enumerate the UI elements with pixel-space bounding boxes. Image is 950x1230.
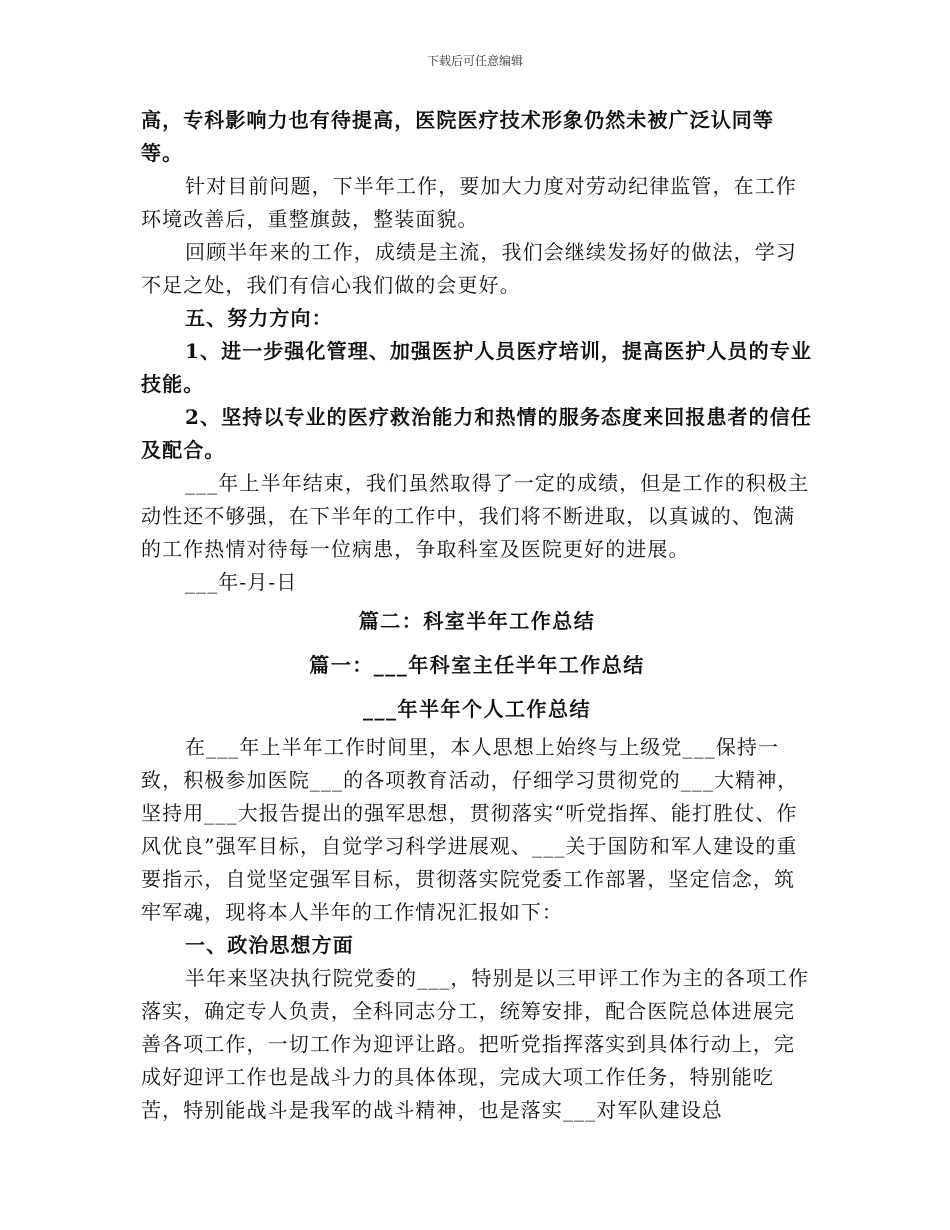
paragraph-continued-bold: 高，专科影响力也有待提高，医院医疗技术形象仍然未被广泛认同等等。: [141, 108, 774, 165]
document-body: [141, 104, 813, 1127]
heading-political-thought: 一、政治思想方面: [185, 933, 354, 957]
paragraph-political-work: 半年来坚决执行院党委的___，特别是以三甲评工作为主的各项工作落实，确定专人负责，全科同志分工，统筹安排，配合医院总体进展完善各项工作，一切工作为迎评让路。把听党指挥落实到具体行动上，完成好迎评工作也是战斗力的具体体现，完成大项工作任务，特别能吃苦，特别能战斗是我军的战斗精神，也是落实___对军队建设总: [141, 966, 810, 1122]
date-line: ___年-月-日: [185, 570, 298, 594]
title-part-one: 篇一：___年科室主任半年工作总结: [309, 653, 645, 677]
page-header-note: 下载后可任意编辑: [426, 54, 523, 68]
paragraph-review: 回顾半年来的工作，成绩是主流，我们会继续发扬好的做法，学习不足之处，我们有信心我们做的会更好。: [141, 240, 797, 297]
paragraph-problems: 针对目前问题，下半年工作，要加大力度对劳动纪律监管，在工作环境改善后，重整旗鼓，整装面貌。: [141, 174, 797, 231]
direction-item-1: 1、进一步强化管理、加强医护人员医疗培训，提高医护人员的专业技能。: [141, 339, 812, 396]
title-part-two: 篇二：科室半年工作总结: [358, 609, 596, 633]
heading-direction: 五、努力方向：: [185, 306, 333, 330]
subtitle-personal-summary: ___年半年个人工作总结: [363, 697, 591, 721]
paragraph-conclusion: ___年上半年结束，我们虽然取得了一定的成绩，但是工作的积极主动性还不够强，在下半年的工作中，我们将不断进取，以真诚的、饱满的工作热情对待每一位病患，争取科室及医院更好的进展。: [141, 471, 810, 561]
direction-item-2: 2、坚持以专业的医疗救治能力和热情的服务态度来回报患者的信任及配合。: [141, 405, 812, 462]
paragraph-intro: 在___年上半年工作时间里，本人思想上始终与上级党___保持一致，积极参加医院___的各项教育活动，仔细学习贯彻党的___大精神，坚持用___大报告提出的强军思想，贯彻落实“听党指挥、能打胜仗、作风优良”强军目标，自觉学习科学进展观、___关于国防和军人建设的重要指示，自觉坚定强军目标，贯彻落实院党委工作部署，坚定信念，筑牢军魂，现将本人半年的工作情况汇报如下：: [141, 735, 799, 924]
